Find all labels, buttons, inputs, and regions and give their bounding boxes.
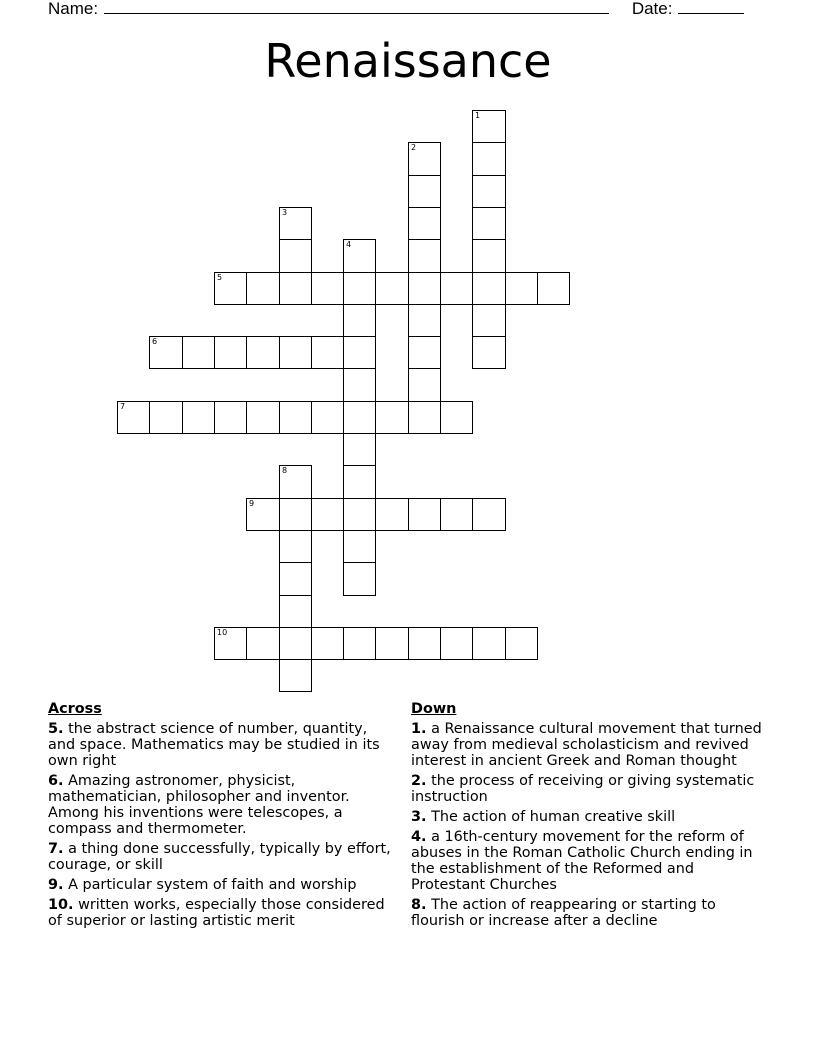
grid-cell[interactable] — [214, 272, 247, 305]
grid-cell[interactable] — [214, 627, 247, 660]
clue-down-3 — [411, 809, 771, 825]
down-heading: Down — [411, 701, 457, 717]
clue-number-label: 10 — [217, 628, 228, 637]
grid-cell[interactable] — [149, 401, 183, 434]
grid-cell[interactable] — [246, 336, 280, 369]
grid-cell[interactable] — [440, 498, 473, 531]
grid-cell[interactable] — [279, 401, 312, 434]
clue-number-label: 8 — [282, 466, 288, 475]
grid-cell[interactable] — [472, 272, 506, 305]
grid-cell[interactable] — [408, 627, 441, 660]
clue-number-label: 5 — [217, 273, 223, 282]
grid-cell[interactable] — [408, 142, 441, 176]
page-title: Renaissance — [264, 34, 552, 88]
grid-cell[interactable] — [375, 401, 409, 434]
grid-cell[interactable] — [182, 336, 215, 369]
grid-cell[interactable] — [311, 627, 344, 660]
clue-text: The action of reappearing or starting to flourish or increase after a decline — [411, 897, 716, 929]
clue-across-5 — [48, 721, 398, 769]
grid-cell[interactable] — [311, 336, 344, 369]
grid-cell[interactable] — [408, 498, 441, 531]
clue-text: a 16th-century movement for the reform of abuses in the Roman Catholic Church ending in the establishment of the Reformed and Protestant Churches — [411, 829, 753, 893]
date-label: Date: — [631, 0, 673, 18]
grid-cell[interactable] — [279, 530, 312, 563]
grid-cell[interactable] — [279, 498, 312, 531]
clue-down-4 — [411, 829, 771, 893]
across-clues — [48, 701, 398, 933]
grid-cell[interactable] — [279, 207, 312, 240]
clue-number-label: 1 — [475, 111, 481, 120]
grid-cell[interactable] — [279, 239, 312, 273]
clue-down-8 — [411, 897, 771, 929]
grid-cell[interactable] — [343, 530, 376, 563]
clue-number-label: 9 — [249, 499, 255, 508]
grid-cell[interactable] — [343, 304, 376, 337]
clue-number-label: 4 — [346, 240, 352, 249]
grid-cell[interactable] — [408, 207, 441, 240]
grid-cell[interactable] — [408, 239, 441, 273]
grid-cell[interactable] — [472, 498, 506, 531]
grid-cell[interactable] — [408, 175, 441, 208]
grid-cell[interactable] — [311, 272, 344, 305]
grid-cell[interactable] — [440, 272, 473, 305]
grid-cell[interactable] — [472, 336, 506, 369]
clue-number: 3. — [411, 809, 427, 825]
grid-cell[interactable] — [279, 336, 312, 369]
grid-cell[interactable] — [279, 272, 312, 305]
clue-number: 9. — [48, 877, 64, 893]
grid-cell[interactable] — [343, 562, 376, 596]
clue-number: 1. — [411, 721, 427, 737]
grid-cell[interactable] — [117, 401, 150, 434]
grid-cell[interactable] — [472, 304, 506, 337]
grid-cell[interactable] — [343, 465, 376, 499]
clue-text: The action of human creative skill — [431, 809, 676, 825]
grid-cell[interactable] — [375, 627, 409, 660]
clue-text: A particular system of faith and worship — [68, 877, 357, 893]
clue-number-label: 7 — [120, 402, 126, 411]
grid-cell[interactable] — [343, 627, 376, 660]
grid-cell[interactable] — [505, 272, 538, 305]
across-heading: Across — [48, 701, 102, 717]
grid-cell[interactable] — [472, 239, 506, 273]
grid-cell[interactable] — [375, 498, 409, 531]
grid-cell[interactable] — [182, 401, 215, 434]
grid-cell[interactable] — [472, 207, 506, 240]
clue-text: a Renaissance cultural movement that turned away from medieval scholasticism and revived interest in ancient Greek and Roman thought — [411, 721, 762, 769]
grid-cell[interactable] — [472, 142, 506, 176]
grid-cell[interactable] — [440, 627, 473, 660]
clue-number-label: 6 — [152, 337, 158, 346]
grid-cell[interactable] — [246, 401, 280, 434]
grid-cell[interactable] — [343, 368, 376, 402]
grid-cell[interactable] — [472, 175, 506, 208]
clue-number: 7. — [48, 841, 64, 857]
grid-cell[interactable] — [472, 110, 506, 143]
clue-number-label: 2 — [411, 143, 417, 152]
grid-cell[interactable] — [311, 401, 344, 434]
grid-cell[interactable] — [343, 336, 376, 369]
clue-number: 10. — [48, 897, 74, 913]
grid-cell[interactable] — [408, 401, 441, 434]
grid-cell[interactable] — [343, 272, 376, 305]
grid-cell[interactable] — [472, 627, 506, 660]
clue-across-6 — [48, 773, 398, 837]
clue-text: the process of receiving or giving systematic instruction — [411, 773, 755, 805]
clue-number: 5. — [48, 721, 64, 737]
grid-cell[interactable] — [343, 498, 376, 531]
grid-cell[interactable] — [375, 272, 409, 305]
grid-cell[interactable] — [408, 336, 441, 369]
clue-text: the abstract science of number, quantity, and space. Mathematics may be studied in its own right — [48, 721, 380, 769]
grid-cell[interactable] — [537, 272, 570, 305]
clue-text: a thing done successfully, typically by effort, courage, or skill — [48, 841, 391, 873]
grid-cell[interactable] — [343, 239, 376, 273]
grid-cell[interactable] — [279, 595, 312, 628]
grid-cell[interactable] — [214, 401, 247, 434]
clue-number-label: 3 — [282, 208, 288, 217]
grid-cell[interactable] — [246, 498, 280, 531]
grid-cell[interactable] — [246, 627, 280, 660]
grid-cell[interactable] — [246, 272, 280, 305]
clue-number: 2. — [411, 773, 427, 789]
clue-number: 4. — [411, 829, 427, 845]
grid-cell[interactable] — [505, 627, 538, 660]
grid-cell[interactable] — [408, 304, 441, 337]
name-label: Name: — [48, 0, 99, 18]
clue-down-1 — [411, 721, 771, 769]
clue-down-2 — [411, 773, 771, 805]
grid-cell[interactable] — [214, 336, 247, 369]
grid-cell[interactable] — [311, 498, 344, 531]
grid-cell[interactable] — [440, 401, 473, 434]
grid-cell[interactable] — [279, 562, 312, 596]
clue-across-10 — [48, 897, 398, 929]
grid-cell[interactable] — [343, 433, 376, 466]
clue-number: 8. — [411, 897, 427, 913]
clue-across-9 — [48, 877, 398, 893]
grid-cell[interactable] — [279, 465, 312, 499]
clue-text: written works, especially those considered of superior or lasting artistic merit — [48, 897, 385, 929]
clue-text: Amazing astronomer, physicist, mathematician, philosopher and inventor. Among his inventions were telescopes, a compass and thermometer. — [48, 773, 350, 837]
clue-across-7 — [48, 841, 398, 873]
grid-cell[interactable] — [343, 401, 376, 434]
clue-number: 6. — [48, 773, 64, 789]
down-clues — [411, 701, 771, 933]
grid-cell[interactable] — [408, 368, 441, 402]
grid-cell[interactable] — [279, 627, 312, 660]
grid-cell[interactable] — [279, 659, 312, 692]
grid-cell[interactable] — [408, 272, 441, 305]
grid-cell[interactable] — [149, 336, 183, 369]
